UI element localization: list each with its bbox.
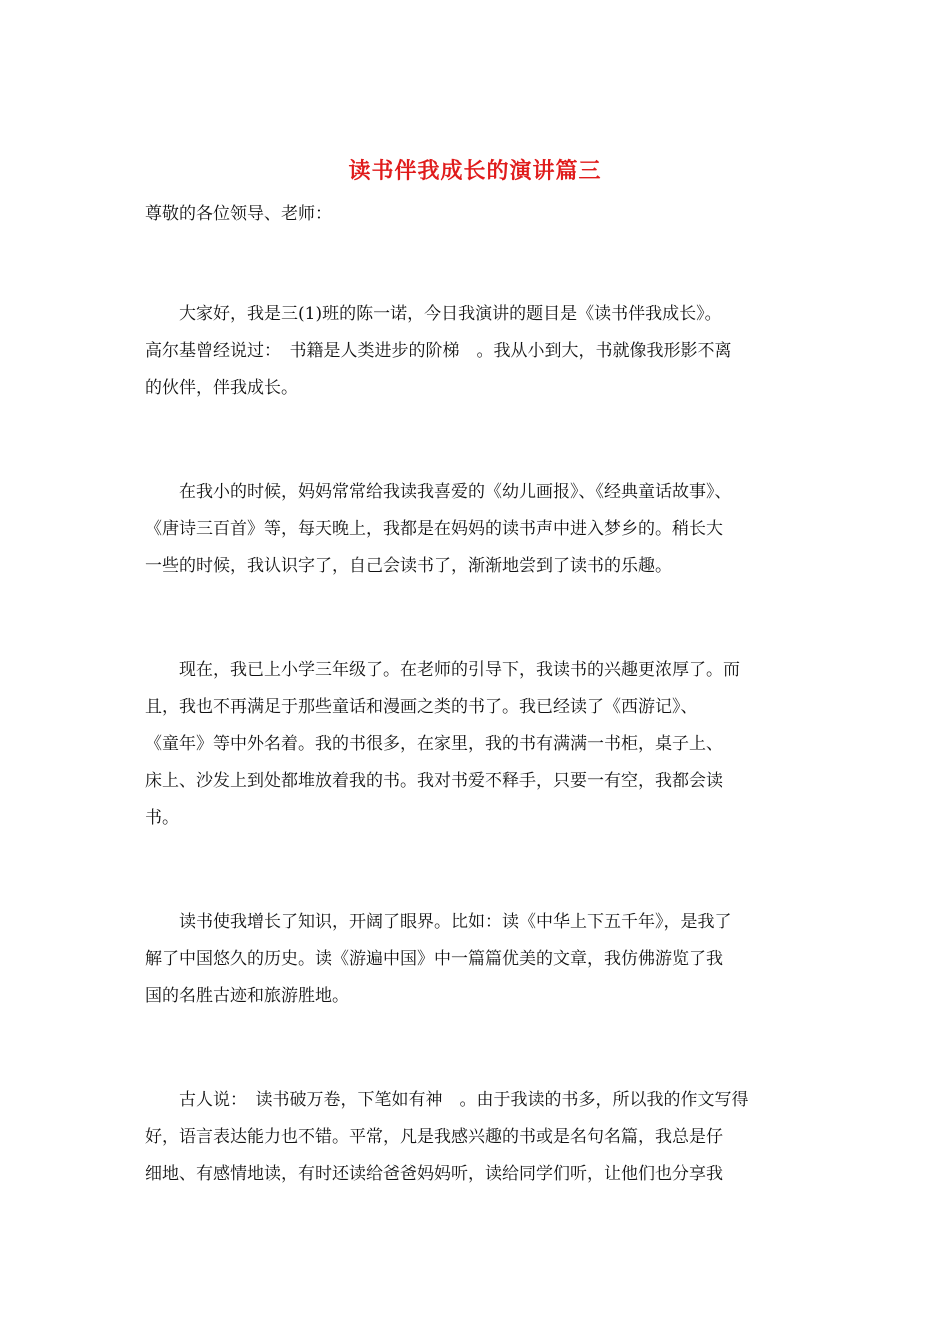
paragraph-5 — [145, 1082, 815, 1193]
paragraph-line: 一些的时候，我认识字了，自己会读书了，渐渐地尝到了读书的乐趣。 — [145, 556, 672, 576]
paragraph-3 — [145, 652, 815, 837]
paragraph-line: 好，语言表达能力也不错。平常，凡是我感兴趣的书或是名句名篇，我总是仔 — [145, 1127, 723, 1147]
paragraph-line: 的伙伴，伴我成长。 — [145, 378, 298, 398]
paragraph-line: 解了中国悠久的历史。读《游遍中国》中一篇篇优美的文章，我仿佛游览了我 — [145, 949, 723, 969]
paragraph-line: 古人说： 读书破万卷，下笔如有神 。由于我读的书多，所以我的作文写得 — [145, 1090, 749, 1110]
paragraph-line: 《唐诗三百首》等，每天晚上，我都是在妈妈的读书声中进入梦乡的。稍长大 — [145, 519, 723, 539]
paragraph-line: 现在，我已上小学三年级了。在老师的引导下，我读书的兴趣更浓厚了。而 — [145, 660, 740, 680]
paragraph-line: 大家好，我是三(1)班的陈一诺，今日我演讲的题目是《读书伴我成长》。 — [145, 304, 722, 324]
paragraph-line: 床上、沙发上到处都堆放着我的书。我对书爱不释手，只要一有空，我都会读 — [145, 771, 723, 791]
paragraph-line: 且，我也不再满足于那些童话和漫画之类的书了。我已经读了《西游记》、 — [145, 697, 698, 717]
document-title: 读书伴我成长的演讲篇三 — [348, 158, 602, 184]
paragraph-line: 书。 — [145, 808, 179, 828]
paragraph-line: 高尔基曾经说过： 书籍是人类进步的阶梯 。我从小到大，书就像我形影不离 — [145, 341, 732, 361]
paragraph-line: 在我小的时候，妈妈常常给我读我喜爱的《幼儿画报》、《经典童话故事》、 — [145, 482, 732, 502]
paragraph-line: 读书使我增长了知识，开阔了眼界。比如：读《中华上下五千年》，是我了 — [145, 912, 732, 932]
salutation: 尊敬的各位领导、老师： — [145, 204, 332, 224]
paragraph-line: 国的名胜古迹和旅游胜地。 — [145, 986, 349, 1006]
paragraph-4 — [145, 904, 815, 1015]
paragraph-line: 细地、有感情地读，有时还读给爸爸妈妈听，读给同学们听，让他们也分享我 — [145, 1164, 723, 1184]
paragraph-2 — [145, 474, 815, 585]
paragraph-1 — [145, 296, 815, 407]
paragraph-line: 《童年》等中外名着。我的书很多，在家里，我的书有满满一书柜，桌子上、 — [145, 734, 723, 754]
